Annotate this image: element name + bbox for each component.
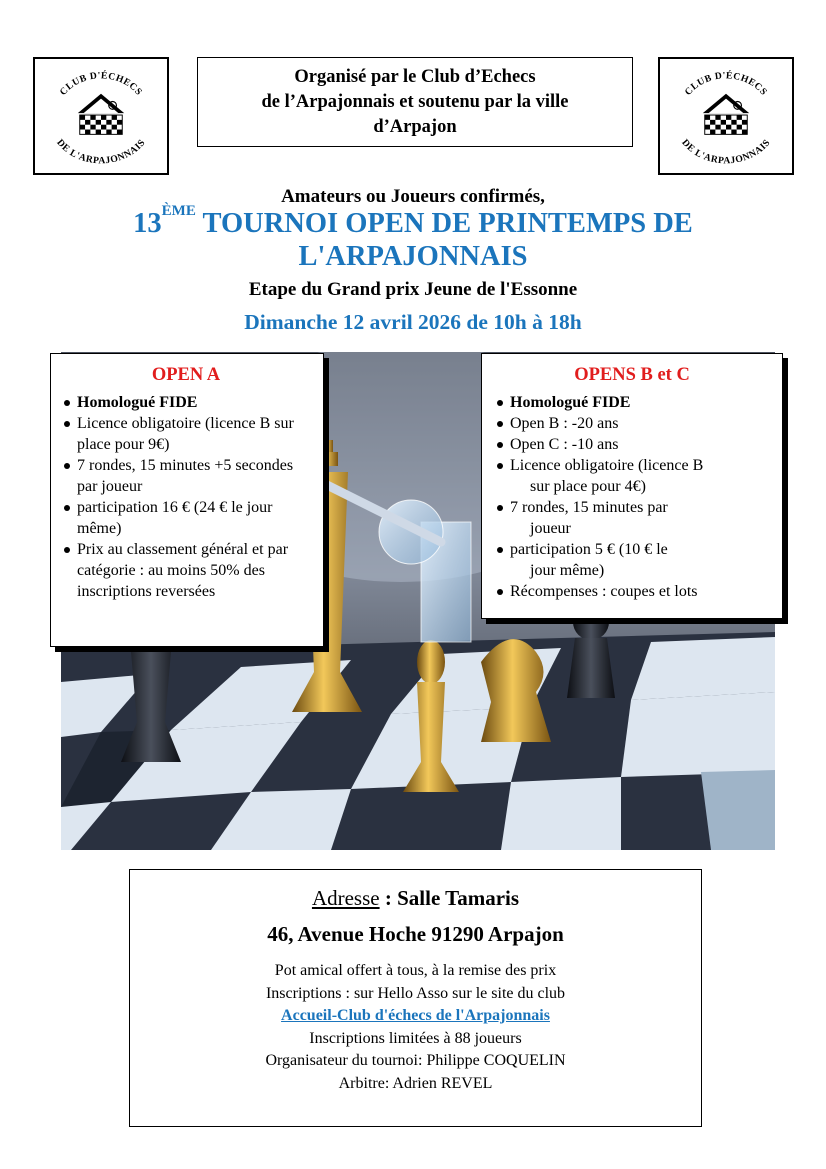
list-item-continuation: jour même)	[530, 562, 605, 579]
svg-text:DE L'ARPAJONNAIS	[679, 137, 772, 166]
logo-text-top: CLUB D'ÉCHECS	[682, 70, 770, 98]
club-logo-right	[658, 57, 794, 175]
list-item: 7 rondes, 15 minutes +5 secondes par joueur	[61, 455, 311, 497]
list-item: participation 16 € (24 € le jour même)	[61, 497, 311, 539]
stage-line: Etape du Grand prix Jeune de l'Essonne	[248, 279, 578, 300]
open-bc-heading: OPENS B et C	[574, 365, 690, 385]
tournament-organizer: Organisateur du tournoi: Philippe COQUELIN	[265, 1052, 566, 1069]
title-suffix: ÈME	[161, 203, 196, 219]
apero-text: Pot amical offert à tous, à la remise des prix	[274, 962, 557, 979]
title-line-2: L'ARPAJONNAIS	[298, 241, 528, 272]
list-item-continuation: joueur	[530, 520, 571, 537]
club-logo-left	[33, 57, 169, 175]
logo-text-bottom: DE L'ARPAJONNAIS	[54, 137, 148, 167]
title-number: 13	[133, 208, 162, 239]
address-label: Adresse	[311, 886, 380, 910]
address-box	[129, 869, 702, 1127]
title-line-1: TOURNOI OPEN DE PRINTEMPS DE	[195, 208, 693, 239]
address-street: 46, Avenue Hoche 91290 Arpajon	[267, 922, 564, 946]
logo-text-top: CLUB D'ÉCHECS	[57, 70, 145, 98]
logo-text-bottom: DE L'ARPAJONNAIS	[679, 137, 773, 167]
open-a-box	[50, 353, 324, 647]
open-bc-box	[481, 353, 783, 619]
list-item-continuation: sur place pour 4€)	[530, 478, 646, 495]
list-item: Prix au classement général et par catégorie : au moins 50% des inscriptions reversées	[61, 539, 311, 602]
organizer-line-3: d’Arpajon	[373, 117, 457, 137]
registration-text: Inscriptions : sur Hello Asso sur le site du club	[265, 984, 566, 1002]
arbiter: Arbitre: Adrien REVEL	[338, 1074, 493, 1092]
open-a-list	[61, 392, 311, 602]
list-item: Open C : -10 ans	[494, 434, 770, 455]
open-bc-list	[494, 392, 770, 602]
club-logo-left-art	[35, 59, 167, 173]
organizer-box	[197, 57, 633, 147]
address-colon: :	[379, 886, 398, 910]
tournament-title	[0, 203, 826, 273]
list-item: Récompenses : coupes et lots	[494, 581, 770, 602]
svg-text:CLUB D'ÉCHECS	[58, 69, 145, 98]
organizer-line-2: de l’Arpajonnais et soutenu par la ville	[261, 92, 569, 112]
event-date: Dimanche 12 avril 2026 de 10h à 18h	[244, 310, 582, 334]
list-item: Open B : -20 ans	[494, 413, 770, 434]
list-item: Licence obligatoire (licence B sur place pour 9€)	[61, 413, 311, 455]
svg-text:CLUB D'ÉCHECS	[683, 69, 770, 98]
club-website-link[interactable]: Accueil-Club d'échecs de l'Arpajonnais	[281, 1007, 550, 1024]
address-venue-line	[130, 884, 701, 912]
list-item: participation 5 € (10 € le	[494, 539, 770, 560]
address-venue: Salle Tamaris	[397, 886, 520, 910]
list-item: 7 rondes, 15 minutes par	[494, 497, 770, 518]
organizer-line-1: Organisé par le Club d’Echecs	[294, 67, 536, 87]
registration-limit: Inscriptions limitées à 88 joueurs	[309, 1029, 522, 1047]
open-a-heading: OPEN A	[151, 365, 221, 385]
club-logo-right-art	[660, 59, 792, 173]
list-item: Licence obligatoire (licence B	[494, 455, 770, 476]
audience-line: Amateurs ou Joueurs confirmés,	[281, 186, 545, 207]
list-item: Homologué FIDE	[61, 392, 311, 413]
svg-text:DE L'ARPAJONNAIS	[54, 137, 147, 166]
list-item: Homologué FIDE	[494, 392, 770, 413]
